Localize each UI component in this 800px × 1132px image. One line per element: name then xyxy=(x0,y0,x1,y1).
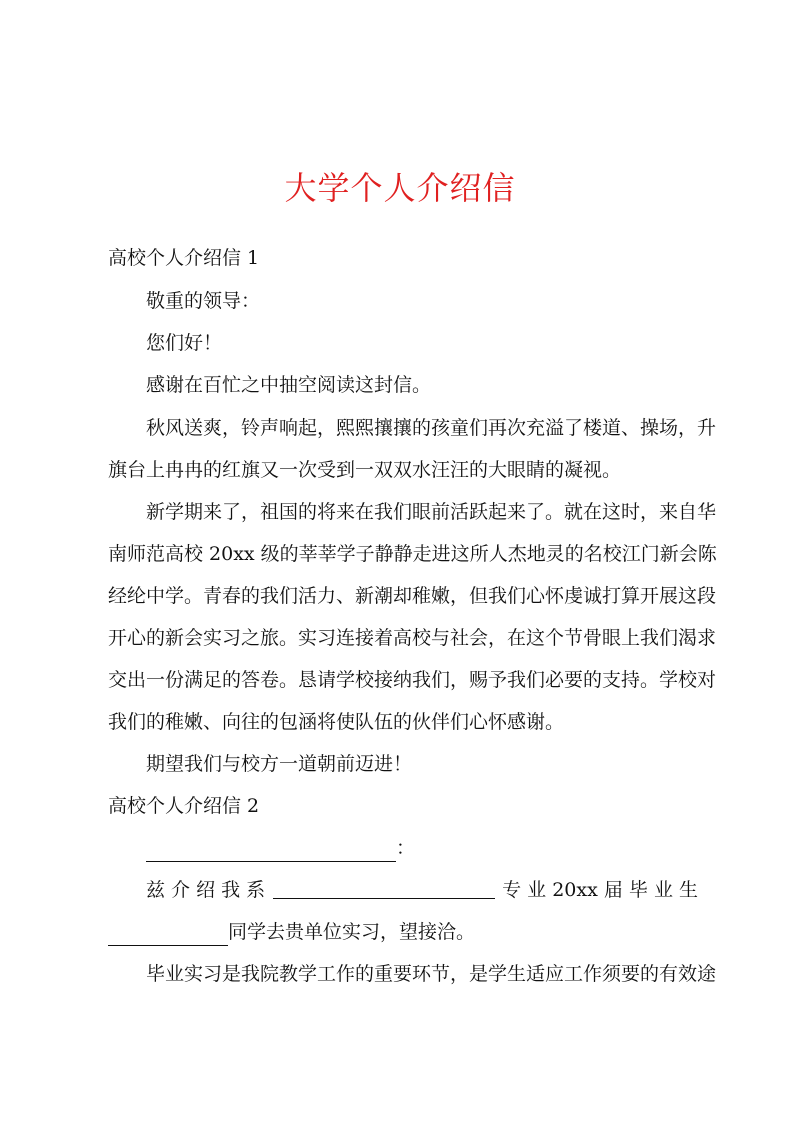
intro-continuation-line xyxy=(108,918,698,946)
paragraph-new-term-line-2: 南师范高校 20xx 级的莘莘学子静静走进这所人杰地灵的名校江门新会陈 xyxy=(108,543,717,565)
paragraph-new-term-line-3: 经纶中学。青春的我们活力、新潮却稚嫩，但我们心怀虔诚打算开展这段 xyxy=(108,585,717,607)
salutation: 敬重的领导： xyxy=(146,290,261,312)
paragraph-thanks: 感谢在百忙之中抽空阅读这封信。 xyxy=(146,374,432,396)
intro-line xyxy=(146,876,698,904)
intro-middle: 专 业 20xx 届 毕 业 生 xyxy=(502,879,698,901)
paragraph-new-term-line-5: 交出一份满足的答卷。恳请学校接纳我们，赐予我们必要的支持。学校对 xyxy=(108,669,717,691)
addressee-blank[interactable] xyxy=(146,839,396,862)
greeting: 您们好！ xyxy=(146,332,223,354)
major-blank[interactable] xyxy=(273,876,495,899)
paragraph-hope: 期望我们与校方一道朝前迈进！ xyxy=(146,753,413,775)
paragraph-autumn-line-2: 旗台上冉冉的红旗又一次受到一双双水汪汪的大眼睛的凝视。 xyxy=(108,459,622,481)
addressee-line xyxy=(146,834,698,862)
paragraph-new-term-line-1: 新学期来了，祖国的将来在我们眼前活跃起来了。就在这时，来自华 xyxy=(146,501,717,523)
section1-heading: 高校个人介绍信 1 xyxy=(108,247,260,269)
addressee-colon: ： xyxy=(396,837,416,859)
document-title: 大学个人介绍信 xyxy=(284,169,516,207)
paragraph-autumn-line-1: 秋风送爽，铃声响起，熙熙攘攘的孩童们再次充溢了楼道、操场，升 xyxy=(146,417,717,439)
paragraph-new-term-line-6: 我们的稚嫩、向往的包涵将使队伍的伙伴们心怀感谢。 xyxy=(108,711,565,733)
paragraph-new-term-line-4: 开心的新会实习之旅。实习连接着高校与社会，在这个节骨眼上我们渴求 xyxy=(108,627,717,649)
student-name-blank[interactable] xyxy=(108,923,228,946)
intro-prefix: 兹 介 绍 我 系 xyxy=(146,879,266,901)
intro-suffix: 同学去贵单位实习，望接洽。 xyxy=(228,921,476,943)
paragraph-practice-line-1: 毕业实习是我院教学工作的重要环节，是学生适应工作须要的有效途 xyxy=(146,963,717,985)
section2-heading: 高校个人介绍信 2 xyxy=(108,795,260,817)
